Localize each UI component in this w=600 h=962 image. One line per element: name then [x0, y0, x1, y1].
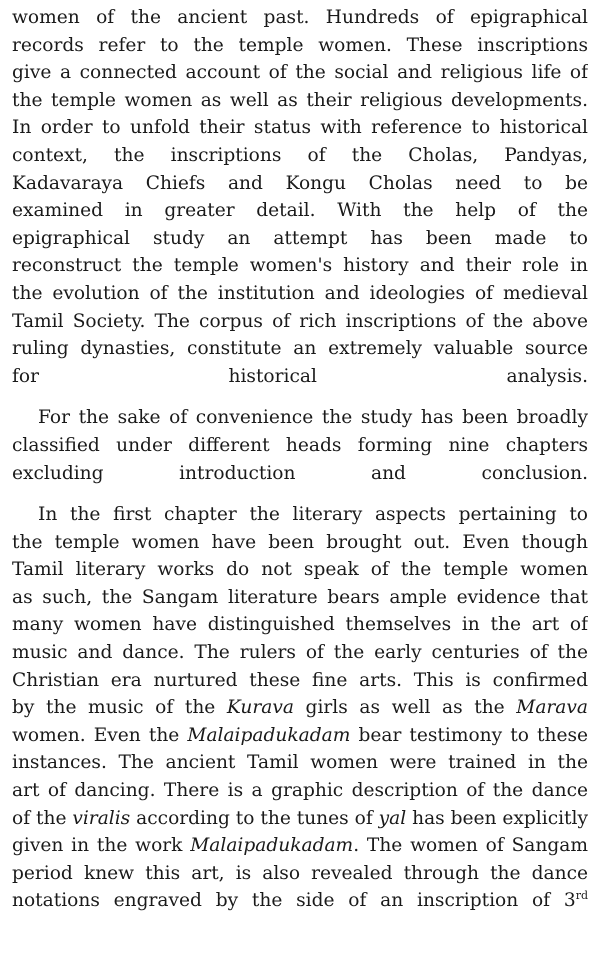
- text-line: In order to unfold their status with reference to historical: [12, 117, 588, 139]
- text-line: as such, the Sangam literature bears ample evidence that: [12, 586, 588, 608]
- text-line: [12, 832, 588, 860]
- text-line: [12, 722, 588, 750]
- text-line: ruling dynasties, constitute an extremely valuable source: [12, 338, 588, 360]
- italic-term: Kurava: [226, 697, 294, 719]
- text-line: period knew this art, is also revealed through the dance: [12, 862, 588, 884]
- italic-term: yal: [378, 807, 407, 829]
- text-run: . The women of Sangam: [353, 835, 588, 857]
- text-line: art of dancing. There is a graphic description of the dance: [12, 780, 588, 802]
- text-line: Tamil literary works do not speak of the temple women: [12, 559, 588, 581]
- text-run: bear testimony to these: [350, 724, 588, 746]
- text-line: epigraphical study an attempt has been made to: [12, 227, 588, 249]
- text-line: women of the ancient past. Hundreds of epigraphical: [12, 7, 588, 28]
- text-run: women. Even the: [12, 724, 188, 746]
- paragraph-2: [12, 404, 588, 487]
- paragraph-3: [12, 501, 588, 915]
- italic-term: viralis: [72, 807, 131, 829]
- text-run: notations engraved by the side of an inscription of 3: [12, 890, 576, 912]
- text-line: records refer to the temple women. These inscriptions: [12, 34, 588, 56]
- text-line: for historical analysis.: [12, 365, 588, 387]
- text-line: the temple women have been brought out. Even though: [12, 531, 588, 553]
- text-run: has been explicitly: [406, 807, 588, 829]
- text-line: Kadavaraya Chiefs and Kongu Cholas need to be: [12, 172, 588, 194]
- text-run: given in the work: [12, 835, 191, 857]
- text-line: many women have distinguished themselves in the art of: [12, 614, 588, 636]
- text-line: music and dance. The rulers of the early centuries of the: [12, 642, 588, 664]
- text-line: [12, 805, 588, 833]
- text-run: girls as well as the: [293, 697, 517, 719]
- text-line: For the sake of convenience the study has been broadly: [38, 407, 588, 429]
- italic-term: Malaipadukadam: [190, 835, 354, 857]
- text-run: according to the tunes of: [130, 807, 379, 829]
- text-line: the evolution of the institution and ideologies of medieval: [12, 282, 588, 304]
- text-line: the temple women as well as their religious developments.: [12, 89, 588, 111]
- text-line: [12, 887, 588, 915]
- paragraph-1: [12, 4, 588, 390]
- text-line: context, the inscriptions of the Cholas, Pandyas,: [12, 144, 588, 166]
- text-line: In the first chapter the literary aspects pertaining to: [38, 504, 588, 526]
- text-run: of the: [12, 807, 73, 829]
- text-line: reconstruct the temple women's history and their role in: [12, 255, 588, 277]
- text-line: Christian era nurtured these fine arts. This is confirmed: [12, 669, 588, 691]
- superscript: rd: [575, 889, 588, 903]
- italic-term: Marava: [516, 697, 588, 719]
- text-line: give a connected account of the social and religious life of: [12, 62, 588, 84]
- text-line: instances. The ancient Tamil women were trained in the: [12, 752, 588, 774]
- text-line: [12, 694, 588, 722]
- text-line: classified under different heads forming nine chapters: [12, 434, 588, 456]
- italic-term: Malaipadukadam: [187, 724, 351, 746]
- text-line: examined in greater detail. With the help of the: [12, 200, 588, 222]
- text-line: excluding introduction and conclusion.: [12, 462, 588, 484]
- book-page: [12, 4, 588, 915]
- text-run: by the music of the: [12, 697, 227, 719]
- text-line: Tamil Society. The corpus of rich inscriptions of the above: [12, 310, 588, 332]
